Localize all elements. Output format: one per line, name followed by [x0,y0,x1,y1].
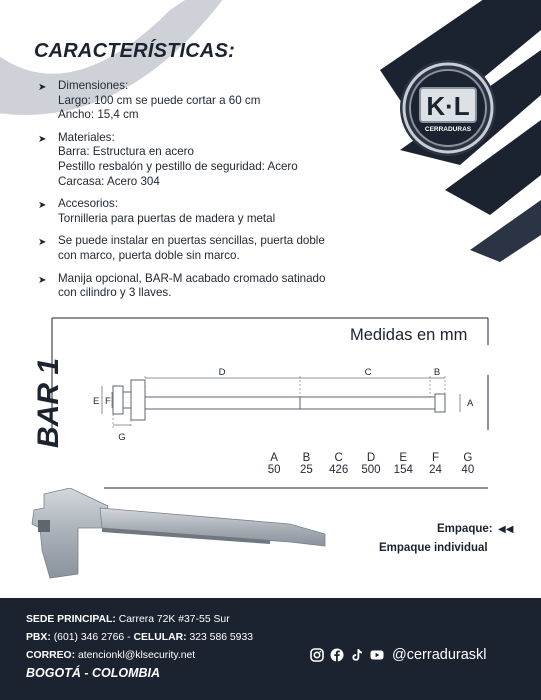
feature-line: Largo: 100 cm se puede cortar a 60 cm [58,93,261,107]
dimension-value: 50 [267,464,281,476]
svg-text:K·L: K·L [426,91,470,121]
dimension-header: F [432,452,440,464]
page-title: CARACTERÍSTICAS: [34,40,235,62]
dimensions-header-row [258,452,484,464]
double-arrow-left-icon: ◀◀ [498,524,514,535]
tiktok-icon[interactable] [350,648,364,662]
feature-dimensions [38,79,368,123]
footer-city: BOGOTÁ - COLOMBIA [26,666,161,680]
youtube-icon[interactable] [370,648,384,662]
feature-line: con marco, puerta doble sin marco. [58,248,240,262]
mobile-label: CELULAR: [133,632,187,643]
dimension-value: 426 [329,464,349,476]
footer-email [26,650,195,661]
footer-phones [26,632,253,643]
feature-line: Se puede instalar en puertas sencillas, puerta doble [58,234,325,248]
dimension-header: E [399,452,408,464]
footer-address [26,614,230,625]
arrow-bullet-icon: ➤ [38,82,47,93]
svg-text:A: A [467,398,474,409]
feature-line: con cilindro y 3 llaves. [58,286,172,300]
svg-text:B: B [433,367,441,378]
feature-line: Barra: Estructura en acero [58,145,194,159]
features-list [38,79,368,309]
feature-line: Ancho: 15,4 cm [58,108,139,122]
arrow-bullet-icon: ➤ [38,274,47,286]
svg-text:CERRADURAS: CERRADURAS [424,126,472,133]
feature-line: Accesorios: [58,197,118,211]
feature-line: Pestillo resbalón y pestillo de seguridad: Acero [58,159,298,173]
dimensions-value-row [258,464,484,476]
pbx-label: PBX: [26,632,51,643]
dimension-value: 40 [461,464,475,476]
dimension-value: 154 [393,464,413,476]
measures-title: Medidas en mm [350,326,468,344]
arrow-bullet-icon: ➤ [38,237,47,249]
dimensions-table [258,452,484,476]
packaging-value: Empaque individual [379,542,488,554]
address-label: SEDE PRINCIPAL: [26,614,116,625]
dimension-header: A [270,452,278,464]
feature-line: Carcasa: Acero 304 [58,174,160,188]
mobile-value: 323 586 5933 [189,632,254,643]
svg-text:D: D [218,367,226,378]
feature-handle [38,272,368,301]
feature-installation [38,234,368,263]
feature-line: Tornilleria para puertas de madera y metal [58,211,276,225]
feature-materials [38,131,368,189]
facebook-icon[interactable] [330,648,344,662]
packaging-label: Empaque: [437,523,493,535]
feature-line: Dimensiones: [58,79,129,92]
feature-line: Materiales: [58,130,115,144]
pbx-value: (601) 346 2766 - [53,632,131,643]
footer [0,598,541,700]
dimension-header: D [366,452,376,464]
dimension-value: 500 [361,464,381,476]
feature-accessories [38,197,368,226]
email-label: CORREO: [26,650,76,661]
svg-text:G: G [118,432,126,443]
feature-line: Manija opcional, BAR-M acabado cromado satinado [58,271,326,285]
arrow-bullet-icon: ➤ [38,200,47,212]
dimension-header: G [463,452,473,464]
brand-logo [398,58,498,158]
dimension-value: 25 [300,464,313,476]
svg-text:C: C [364,367,372,378]
social-handle[interactable]: @cerraduraskl [392,647,487,663]
dimension-header: B [302,452,311,464]
arrow-bullet-icon: ➤ [38,133,47,145]
svg-text:F: F [105,396,111,407]
svg-text:E: E [93,396,100,407]
dimension-header: C [334,452,343,464]
product-image [30,488,330,588]
product-name: BAR 1 [32,358,65,449]
dimension-value: 24 [429,464,442,476]
instagram-icon[interactable] [310,648,324,662]
social-links [310,647,487,663]
email-value[interactable]: atencionkl@klsecurity.net [77,650,196,661]
address-value: Carrera 72K #37-55 Sur [118,614,230,625]
